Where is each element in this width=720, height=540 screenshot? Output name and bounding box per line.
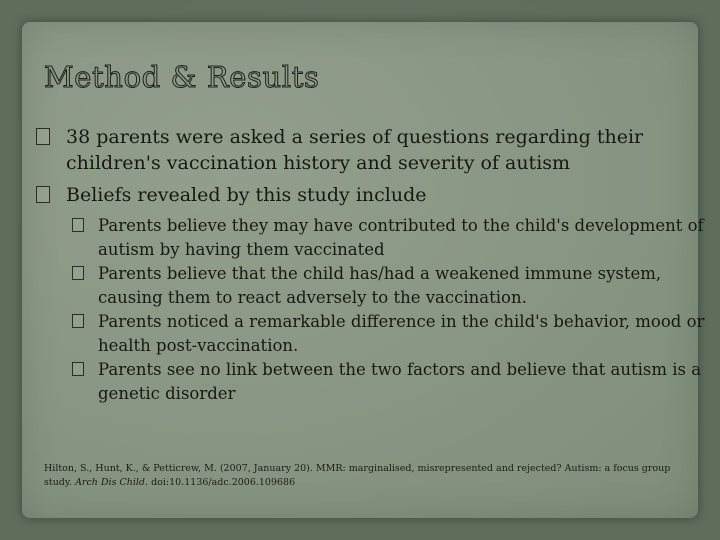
sub-bullet-item — [72, 310, 708, 358]
sub-bullet-box-icon — [72, 314, 84, 328]
citation-doi: doi:10.1136/adc.2006.109686 — [151, 477, 296, 488]
sub-bullet-item — [72, 262, 708, 310]
sub-bullet-box-icon — [72, 362, 84, 376]
sub-bullet-text: Parents believe that the child has/had a weakened immune system, causing them to react adversely to the vaccination. — [98, 264, 662, 307]
bullet-box-icon — [36, 186, 50, 203]
bullet-text: 38 parents were asked a series of questions regarding their children's vaccination history and severity of autism — [66, 126, 644, 174]
citation — [44, 462, 684, 490]
sub-bullet-text: Parents see no link between the two factors and believe that autism is a genetic disorder — [98, 360, 702, 403]
sub-bullet-box-icon — [72, 266, 84, 280]
sub-bullet-text: Parents noticed a remarkable difference in the child's behavior, mood or health post-vaccination. — [98, 312, 705, 355]
sub-bullet-text: Parents believe they may have contributed to the child's development of autism by having them vaccinated — [98, 216, 704, 259]
sub-bullet-item — [72, 214, 708, 262]
bullet-box-icon — [36, 128, 50, 145]
sub-bullet-list — [72, 214, 705, 406]
citation-journal: Arch Dis Child. — [75, 477, 149, 488]
bullet-item — [36, 182, 696, 208]
sub-bullet-item — [72, 358, 708, 406]
bullet-text: Beliefs revealed by this study include — [66, 184, 427, 206]
slide-title: Method & Results — [44, 60, 320, 94]
sub-bullet-box-icon — [72, 218, 84, 232]
slide-content — [36, 124, 705, 406]
citation-main: Hilton, S., Hunt, K., & Petticrew, M. (2007, January 20). MMR: marginalised, misrepresented and rejected? Autism: a focus group study. — [44, 463, 671, 488]
bullet-item — [36, 124, 696, 176]
